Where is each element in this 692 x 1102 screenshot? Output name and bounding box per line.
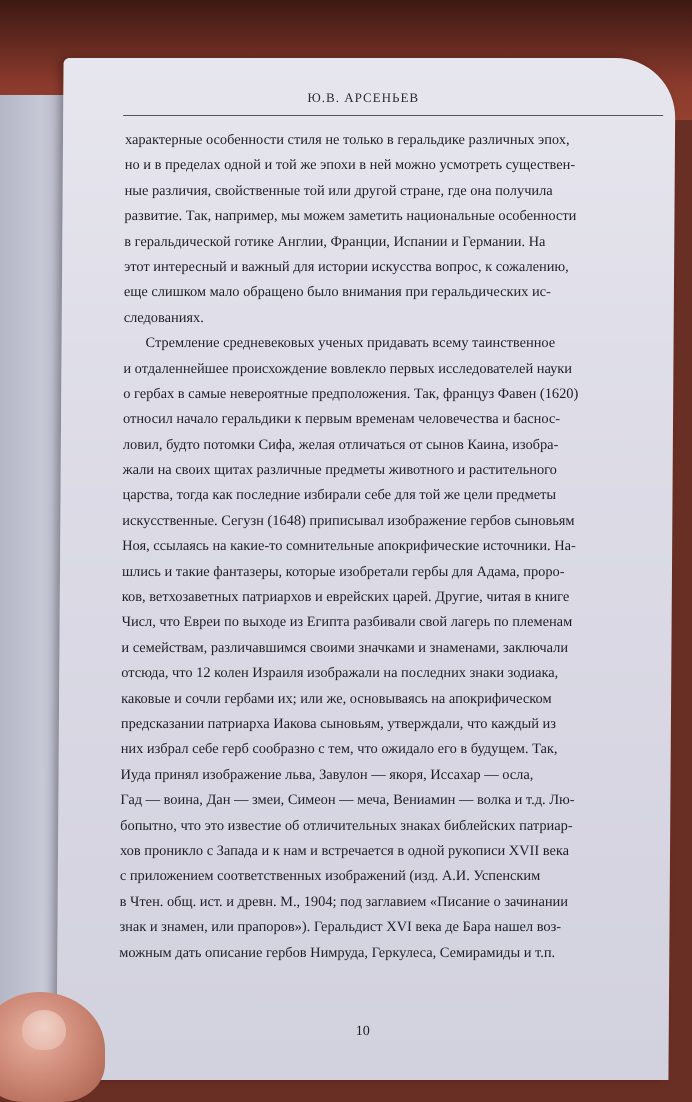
text-line: них избрал себе герб сообразно с тем, что ожидало его в будущем. Так, (120, 741, 558, 758)
text-line: ков, ветхозаветных патриархов и еврейских царей. Другие, читая в книге (121, 589, 570, 606)
header-rule (123, 115, 663, 116)
text-line: бопытно, что это известие об отличительных знаках библейских патриар- (120, 817, 573, 834)
text-line: но и в пределах одной и той же эпохи в ней можно усмотреть существен- (124, 157, 576, 174)
book-page (56, 58, 675, 1080)
text-line: царства, тогда как последние избирали себе для той же цели предметы (122, 487, 557, 504)
text-line: отсюда, что 12 колен Израиля изображали на последних знаки зодиака, (121, 665, 559, 682)
text-line: Ноя, ссылаясь на какие-то сомнительные апокрифические источники. На- (122, 538, 576, 555)
text-line: еще слишком мало обращено было внимания при геральдических ис- (123, 284, 551, 301)
page-text (119, 128, 670, 966)
text-line: жали на своих щитах различные предметы животного и растительного (122, 462, 557, 479)
text-line: Гад — воина, Дан — змеи, Симеон — меча, Вениамин — волка и т.д. Лю- (120, 792, 575, 809)
text-line: ные различия, свойственные той или другой стране, где она получила (124, 182, 553, 199)
text-line: и семействам, различавшимся своими значками и знаменами, заключали (121, 639, 569, 656)
text-line: можным дать описание гербов Нимруда, Геркулеса, Семирамиды и т.п. (119, 944, 556, 961)
text-line: о гербах в самые невероятные предположения. Так, француз Фавен (1620) (123, 385, 579, 402)
page-number: 10 (355, 1024, 370, 1039)
text-line: развитие. Так, например, мы можем заметить национальные особенности (124, 208, 577, 225)
text-line: шлись и такие фантазеры, которые изобретали гербы для Адама, проро- (121, 563, 565, 580)
text-line: хов проникло с Запада и к нам и встречается в одной рукописи XVII века (119, 842, 570, 859)
running-header: Ю.В. АРСЕНЬЕВ (307, 90, 420, 105)
text-line: относил начало геральдики к первым временам человечества и баснос- (122, 411, 561, 428)
text-line: предсказании патриарха Иакова сыновьям, утверждали, что каждый из (120, 715, 556, 732)
text-line: Стремление средневековых ученых придавать всему таинственное (145, 335, 556, 352)
text-line: и отдаленнейшее происхождение вовлекло первых исследователей науки (123, 360, 573, 377)
text-line: Иуда принял изображение льва, Завулон — якоря, Иссахар — осла, (120, 766, 534, 783)
text-line: Числ, что Евреи по выходе из Египта разбивали свой лагерь по племенам (121, 614, 573, 631)
thumbnail-nail (22, 1010, 66, 1050)
text-line: искусственные. Сегузн (1648) приписывал изображение гербов сыновьям (122, 512, 575, 529)
text-line: ловил, будто потомки Сифа, желая отличаться от сынов Каина, изобра- (122, 436, 559, 453)
text-line: в геральдической готике Англии, Франции, Испании и Германии. На (124, 233, 546, 250)
text-line: следованиях. (123, 309, 204, 326)
text-line: характерные особенности стиля не только в геральдике различных эпох, (124, 132, 570, 148)
text-line: в Чтен. общ. ист. и древн. М., 1904; под заглавием «Писание о зачинании (119, 893, 569, 910)
text-line: с приложением соответственных изображений (изд. А.И. Успенским (119, 868, 541, 885)
text-line: каковые и сочли гербами их; или же, основываясь на апокрифическом (121, 690, 552, 707)
text-line: этот интересный и важный для истории искусства вопрос, к сожалению, (124, 258, 569, 275)
text-line: знак и знамен, или прапоров»). Геральдист XVI века де Бара нашел воз- (119, 919, 562, 936)
